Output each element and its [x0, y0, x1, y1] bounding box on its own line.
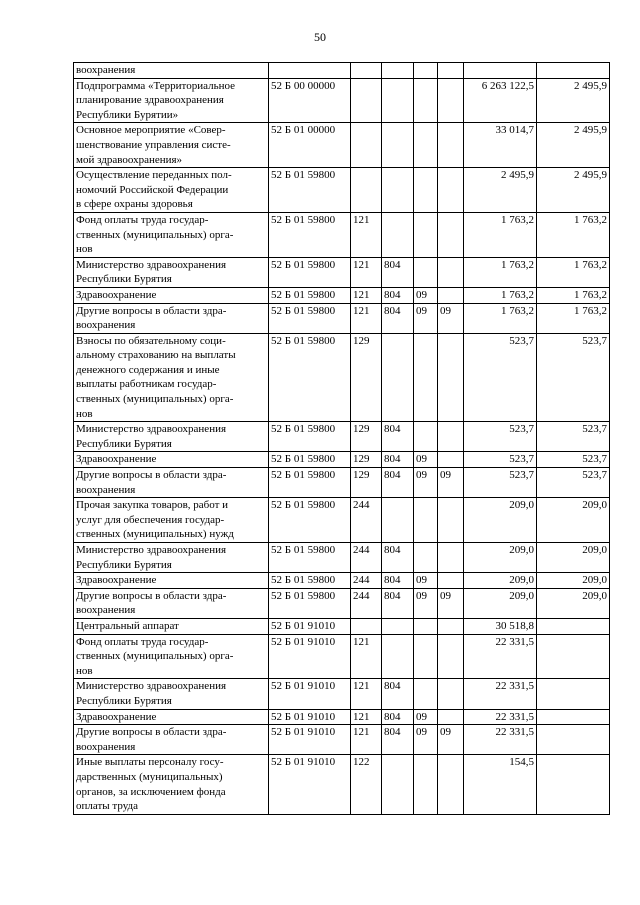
cell-amount-total: 1 763,2	[464, 287, 537, 303]
cell-subsection	[438, 709, 464, 725]
cell-amount-total: 523,7	[464, 422, 537, 452]
cell-name: Министерство здравоохранения Республики Бурятия	[74, 257, 269, 287]
cell-target-article: 52 Б 01 59800	[269, 303, 351, 333]
cell-expense-type: 121	[351, 679, 382, 709]
cell-administrator: 804	[382, 257, 414, 287]
cell-name: Министерство здравоохранения Республики Бурятия	[74, 422, 269, 452]
cell-expense-type: 121	[351, 212, 382, 257]
cell-section	[414, 63, 438, 79]
cell-amount-total: 22 331,5	[464, 634, 537, 679]
cell-subsection	[438, 78, 464, 123]
table-row	[74, 498, 610, 543]
cell-section	[414, 498, 438, 543]
table-body	[74, 63, 610, 815]
cell-name: Другие вопросы в области здра- воохранения	[74, 468, 269, 498]
table-row	[74, 123, 610, 168]
cell-subsection	[438, 422, 464, 452]
cell-subsection	[438, 212, 464, 257]
cell-amount-total: 523,7	[464, 468, 537, 498]
cell-expense-type: 121	[351, 709, 382, 725]
cell-section: 09	[414, 573, 438, 589]
cell-section: 09	[414, 452, 438, 468]
cell-amount-total: 30 518,8	[464, 618, 537, 634]
cell-administrator	[382, 123, 414, 168]
cell-name: Другие вопросы в области здра- воохранения	[74, 303, 269, 333]
cell-target-article: 52 Б 01 59800	[269, 452, 351, 468]
cell-amount-total: 523,7	[464, 333, 537, 422]
cell-amount-total: 209,0	[464, 588, 537, 618]
table-row	[74, 679, 610, 709]
cell-target-article: 52 Б 00 00000	[269, 78, 351, 123]
cell-name: Осуществление переданных пол- номочий Российской Федерации в сфере охраны здоровья	[74, 168, 269, 213]
cell-target-article: 52 Б 01 91010	[269, 725, 351, 755]
cell-target-article: 52 Б 01 59800	[269, 468, 351, 498]
cell-amount-federal: 523,7	[537, 452, 610, 468]
cell-amount-total: 209,0	[464, 543, 537, 573]
table-row	[74, 755, 610, 814]
cell-name: Здравоохранение	[74, 287, 269, 303]
cell-administrator	[382, 212, 414, 257]
cell-section: 09	[414, 588, 438, 618]
cell-name: воохранения	[74, 63, 269, 79]
table-row	[74, 333, 610, 422]
cell-section	[414, 257, 438, 287]
cell-amount-total: 33 014,7	[464, 123, 537, 168]
cell-expense-type: 244	[351, 573, 382, 589]
cell-amount-federal	[537, 63, 610, 79]
cell-amount-total: 154,5	[464, 755, 537, 814]
cell-expense-type: 244	[351, 588, 382, 618]
cell-name: Иные выплаты персоналу госу- дарственных (муниципальных) органов, за исключением фонда оплаты труда	[74, 755, 269, 814]
cell-amount-federal: 523,7	[537, 468, 610, 498]
cell-amount-federal	[537, 679, 610, 709]
cell-subsection	[438, 755, 464, 814]
cell-administrator: 804	[382, 452, 414, 468]
cell-subsection: 09	[438, 725, 464, 755]
cell-subsection	[438, 452, 464, 468]
cell-subsection: 09	[438, 303, 464, 333]
cell-section	[414, 333, 438, 422]
cell-subsection	[438, 498, 464, 543]
cell-section	[414, 618, 438, 634]
cell-amount-federal	[537, 618, 610, 634]
table-row	[74, 257, 610, 287]
cell-name: Центральный аппарат	[74, 618, 269, 634]
cell-target-article: 52 Б 01 59800	[269, 333, 351, 422]
cell-target-article: 52 Б 01 59800	[269, 498, 351, 543]
cell-amount-total	[464, 63, 537, 79]
table-row	[74, 573, 610, 589]
cell-expense-type: 121	[351, 634, 382, 679]
cell-administrator	[382, 168, 414, 213]
cell-target-article: 52 Б 01 59800	[269, 168, 351, 213]
cell-amount-total: 2 495,9	[464, 168, 537, 213]
cell-amount-federal: 2 495,9	[537, 123, 610, 168]
cell-amount-total: 1 763,2	[464, 257, 537, 287]
cell-target-article: 52 Б 01 91010	[269, 679, 351, 709]
cell-subsection	[438, 634, 464, 679]
cell-subsection	[438, 257, 464, 287]
cell-administrator: 804	[382, 679, 414, 709]
cell-section	[414, 634, 438, 679]
cell-name: Здравоохранение	[74, 573, 269, 589]
cell-subsection	[438, 618, 464, 634]
cell-administrator: 804	[382, 303, 414, 333]
cell-section	[414, 543, 438, 573]
table-row	[74, 63, 610, 79]
cell-administrator	[382, 333, 414, 422]
cell-subsection: 09	[438, 468, 464, 498]
cell-amount-federal	[537, 725, 610, 755]
cell-amount-total: 1 763,2	[464, 212, 537, 257]
cell-section: 09	[414, 468, 438, 498]
cell-expense-type: 244	[351, 498, 382, 543]
cell-expense-type	[351, 78, 382, 123]
cell-amount-total: 22 331,5	[464, 725, 537, 755]
cell-administrator: 804	[382, 287, 414, 303]
cell-expense-type: 129	[351, 452, 382, 468]
cell-target-article: 52 Б 01 91010	[269, 755, 351, 814]
table-row	[74, 725, 610, 755]
cell-amount-federal	[537, 709, 610, 725]
cell-expense-type	[351, 63, 382, 79]
cell-administrator: 804	[382, 543, 414, 573]
cell-amount-federal: 2 495,9	[537, 78, 610, 123]
table-row	[74, 452, 610, 468]
cell-amount-total: 22 331,5	[464, 679, 537, 709]
cell-name: Взносы по обязательному соци- альному страхованию на выплаты денежного содержания и иные выплаты работникам государ- ственных (муниципальных) орга- нов	[74, 333, 269, 422]
cell-amount-federal: 1 763,2	[537, 212, 610, 257]
cell-amount-federal	[537, 755, 610, 814]
cell-amount-total: 22 331,5	[464, 709, 537, 725]
cell-name: Министерство здравоохранения Республики Бурятия	[74, 679, 269, 709]
cell-expense-type	[351, 123, 382, 168]
cell-amount-federal: 1 763,2	[537, 257, 610, 287]
cell-administrator: 804	[382, 725, 414, 755]
cell-target-article: 52 Б 01 59800	[269, 573, 351, 589]
table-row	[74, 634, 610, 679]
cell-subsection	[438, 543, 464, 573]
cell-amount-total: 6 263 122,5	[464, 78, 537, 123]
cell-amount-federal: 1 763,2	[537, 303, 610, 333]
cell-target-article	[269, 63, 351, 79]
cell-name: Министерство здравоохранения Республики Бурятия	[74, 543, 269, 573]
cell-section	[414, 212, 438, 257]
cell-section	[414, 679, 438, 709]
cell-expense-type: 129	[351, 333, 382, 422]
table-row	[74, 422, 610, 452]
table-row	[74, 543, 610, 573]
cell-expense-type: 129	[351, 422, 382, 452]
cell-section: 09	[414, 709, 438, 725]
table-row	[74, 168, 610, 213]
cell-target-article: 52 Б 01 00000	[269, 123, 351, 168]
cell-expense-type: 121	[351, 287, 382, 303]
cell-target-article: 52 Б 01 59800	[269, 422, 351, 452]
cell-name: Фонд оплаты труда государ- ственных (муниципальных) орга- нов	[74, 634, 269, 679]
cell-target-article: 52 Б 01 91010	[269, 709, 351, 725]
cell-administrator	[382, 78, 414, 123]
table-row	[74, 212, 610, 257]
cell-subsection	[438, 679, 464, 709]
cell-administrator	[382, 634, 414, 679]
budget-table	[73, 62, 610, 815]
table-row	[74, 468, 610, 498]
cell-section: 09	[414, 287, 438, 303]
cell-administrator	[382, 63, 414, 79]
cell-target-article: 52 Б 01 91010	[269, 618, 351, 634]
cell-name: Здравоохранение	[74, 709, 269, 725]
cell-section	[414, 78, 438, 123]
cell-section	[414, 168, 438, 213]
cell-amount-total: 209,0	[464, 573, 537, 589]
cell-name: Здравоохранение	[74, 452, 269, 468]
cell-amount-federal: 523,7	[537, 422, 610, 452]
cell-subsection	[438, 63, 464, 79]
cell-administrator: 804	[382, 468, 414, 498]
cell-amount-federal: 209,0	[537, 498, 610, 543]
cell-amount-federal	[537, 634, 610, 679]
cell-expense-type	[351, 168, 382, 213]
cell-subsection	[438, 287, 464, 303]
cell-section	[414, 123, 438, 168]
cell-administrator	[382, 618, 414, 634]
cell-amount-federal: 2 495,9	[537, 168, 610, 213]
cell-amount-federal: 209,0	[537, 573, 610, 589]
cell-target-article: 52 Б 01 59800	[269, 588, 351, 618]
cell-name: Другие вопросы в области здра- воохранения	[74, 725, 269, 755]
cell-administrator	[382, 755, 414, 814]
cell-expense-type: 121	[351, 257, 382, 287]
cell-administrator: 804	[382, 422, 414, 452]
table-row	[74, 303, 610, 333]
cell-target-article: 52 Б 01 91010	[269, 634, 351, 679]
table-row	[74, 618, 610, 634]
cell-target-article: 52 Б 01 59800	[269, 212, 351, 257]
cell-amount-federal: 1 763,2	[537, 287, 610, 303]
cell-name: Другие вопросы в области здра- воохранения	[74, 588, 269, 618]
cell-amount-total: 209,0	[464, 498, 537, 543]
cell-administrator: 804	[382, 709, 414, 725]
cell-administrator: 804	[382, 588, 414, 618]
cell-amount-federal: 209,0	[537, 588, 610, 618]
cell-amount-total: 1 763,2	[464, 303, 537, 333]
cell-expense-type: 122	[351, 755, 382, 814]
cell-name: Фонд оплаты труда государ- ственных (муниципальных) орга- нов	[74, 212, 269, 257]
cell-name: Подпрограмма «Территориальное планирование здравоохранения Республики Бурятии»	[74, 78, 269, 123]
cell-target-article: 52 Б 01 59800	[269, 543, 351, 573]
table-row	[74, 588, 610, 618]
cell-expense-type: 244	[351, 543, 382, 573]
cell-subsection	[438, 168, 464, 213]
cell-subsection: 09	[438, 588, 464, 618]
cell-section: 09	[414, 303, 438, 333]
cell-administrator: 804	[382, 573, 414, 589]
cell-expense-type: 121	[351, 725, 382, 755]
cell-section	[414, 422, 438, 452]
cell-subsection	[438, 573, 464, 589]
cell-target-article: 52 Б 01 59800	[269, 257, 351, 287]
table-row	[74, 287, 610, 303]
cell-section: 09	[414, 725, 438, 755]
cell-target-article: 52 Б 01 59800	[269, 287, 351, 303]
cell-section	[414, 755, 438, 814]
cell-administrator	[382, 498, 414, 543]
page-number: 50	[314, 30, 326, 44]
table-row	[74, 78, 610, 123]
cell-amount-federal: 209,0	[537, 543, 610, 573]
cell-name: Основное мероприятие «Совер- шенствование управления систе- мой здравоохранения»	[74, 123, 269, 168]
cell-expense-type	[351, 618, 382, 634]
cell-amount-total: 523,7	[464, 452, 537, 468]
cell-expense-type: 129	[351, 468, 382, 498]
table-row	[74, 709, 610, 725]
cell-name: Прочая закупка товаров, работ и услуг для обеспечения государ- ственных (муниципальных) нужд	[74, 498, 269, 543]
cell-expense-type: 121	[351, 303, 382, 333]
cell-amount-federal: 523,7	[537, 333, 610, 422]
cell-subsection	[438, 123, 464, 168]
cell-subsection	[438, 333, 464, 422]
